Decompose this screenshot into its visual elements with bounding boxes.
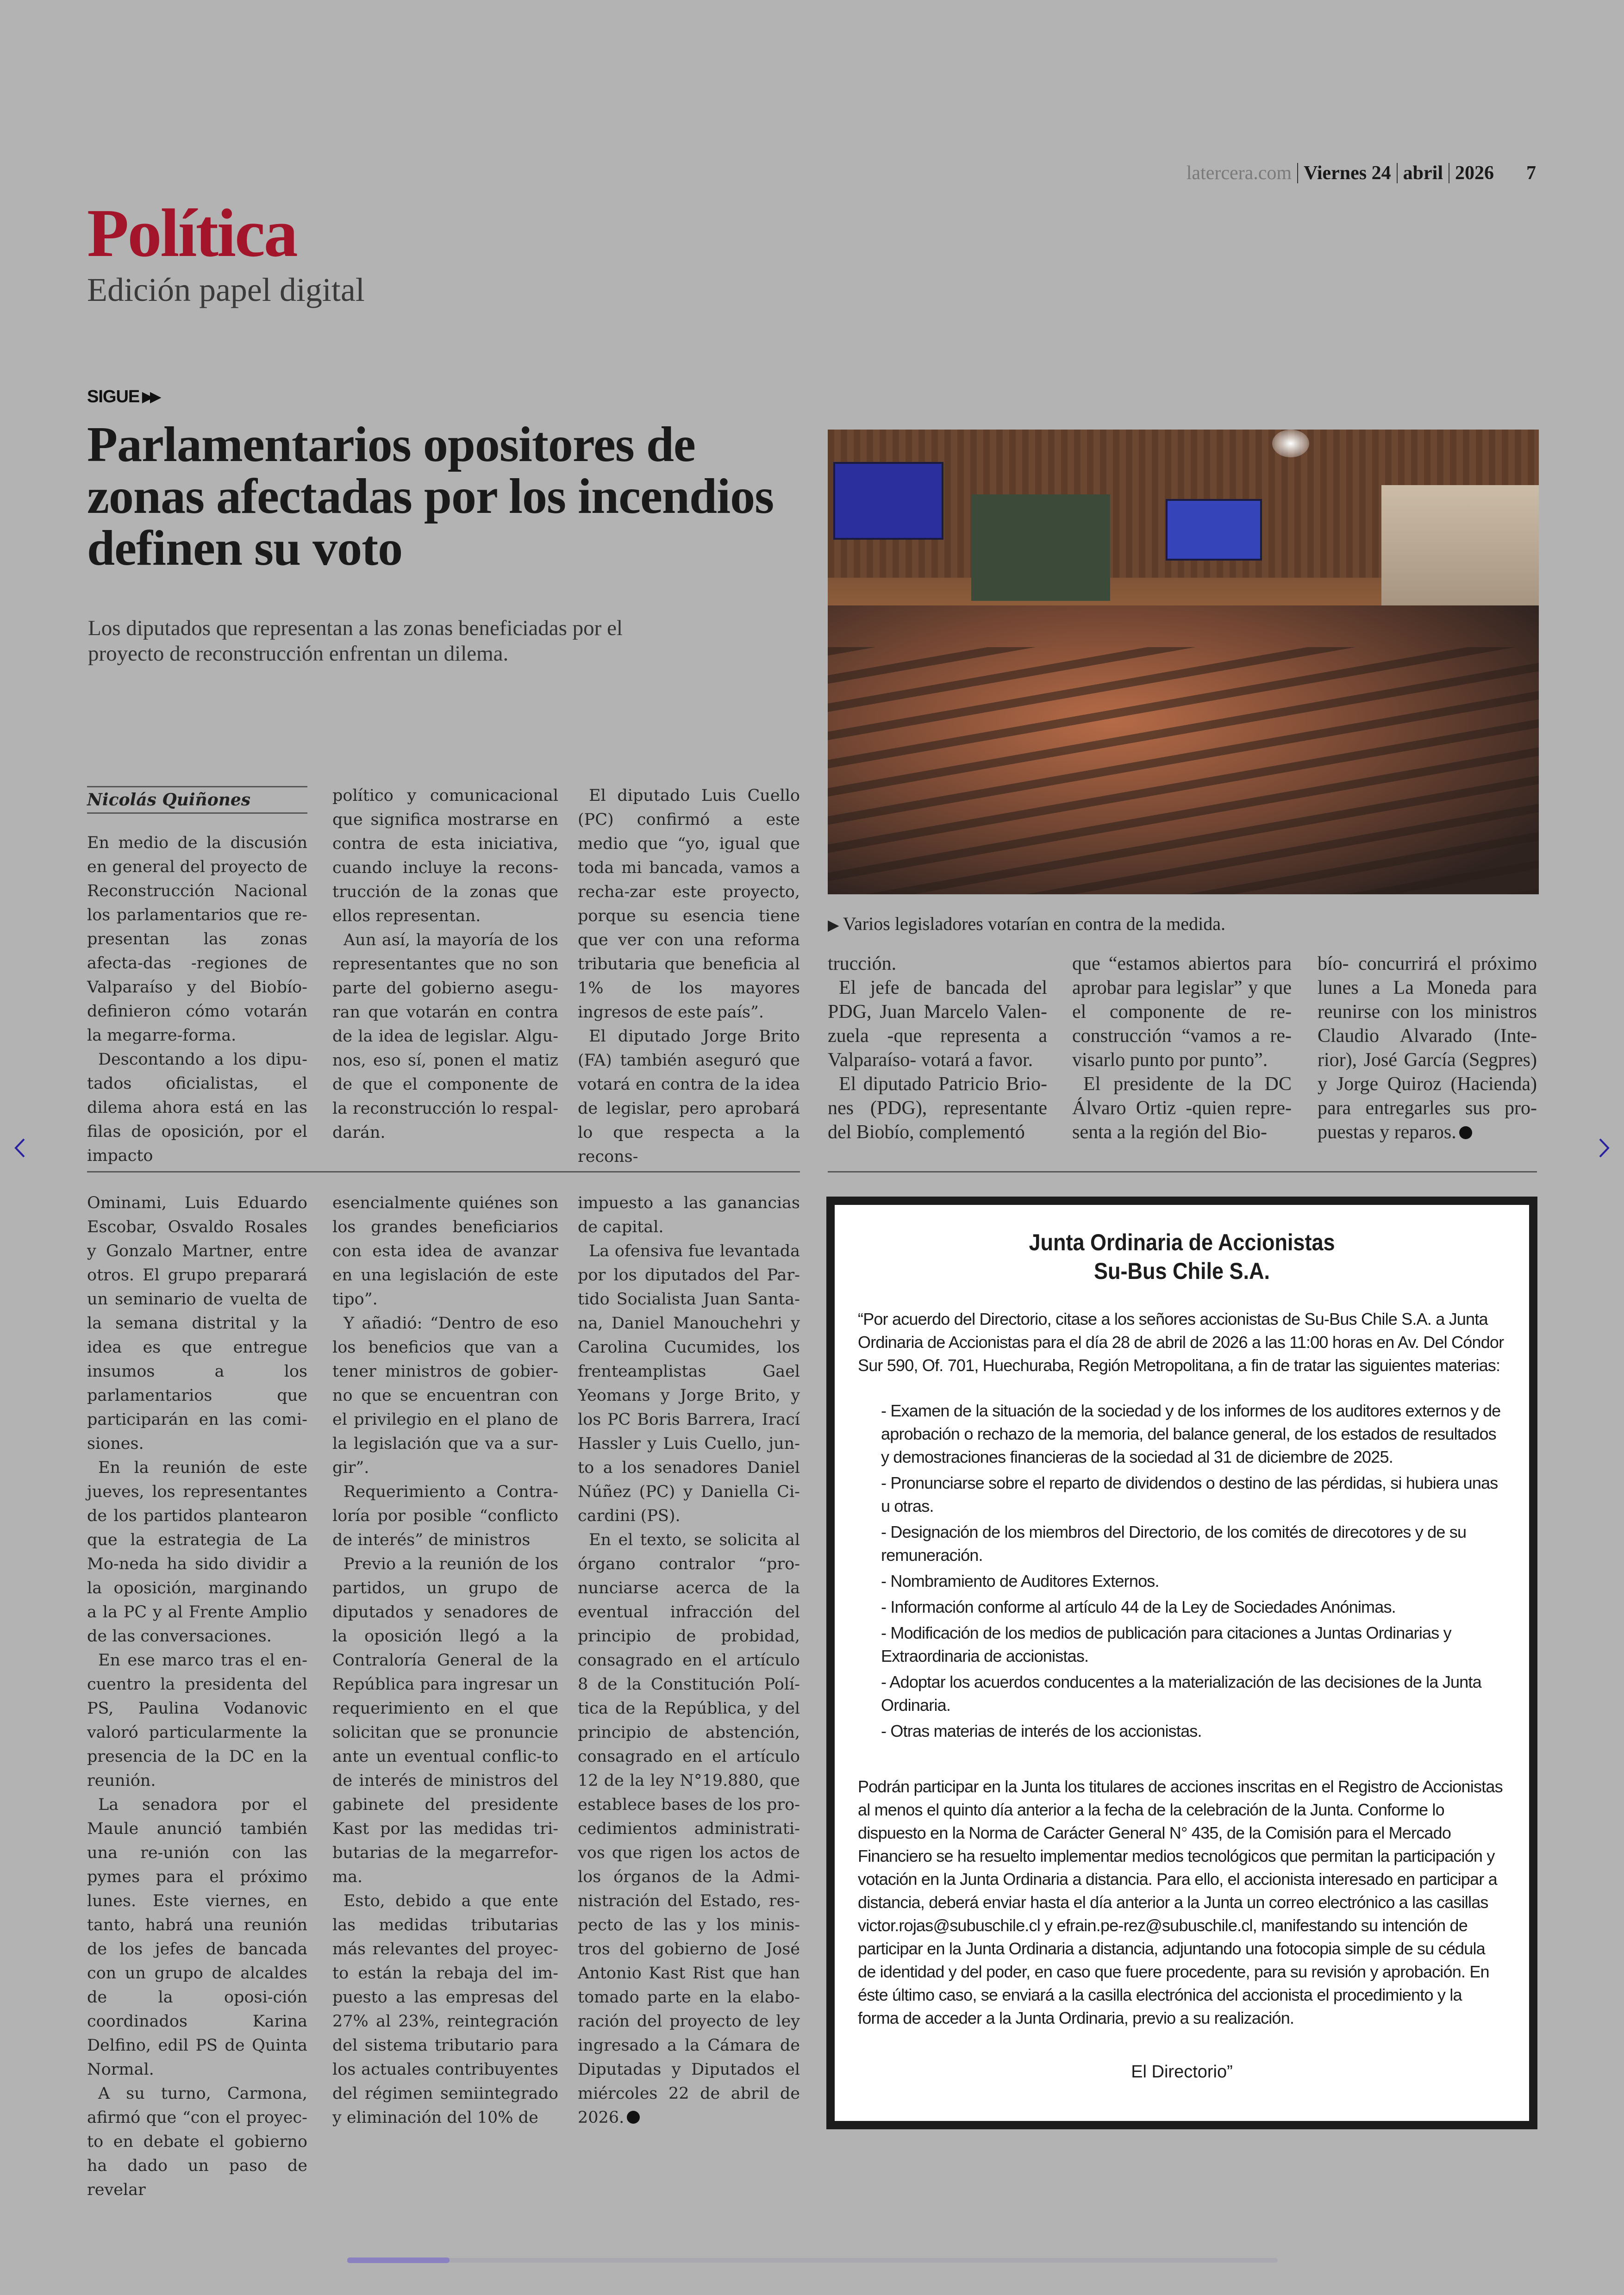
ad-agenda-list <box>881 1399 1506 1743</box>
chevron-left-icon <box>11 1136 30 1160</box>
paragraph: Previo a la reunión de los partidos, un grupo de diputados y senadores de la oposición llegó a la Contraloría General de la República para ingresar un requerimiento en el que solicitan que se pronuncie ante un eventual conflic-to de interés de ministros del gabinete del presidente Kast por las medidas tri-butarias de la megarrefor-ma. <box>332 1555 558 1886</box>
article-headline: Parlamentarios opositores de zonas afectadas por los incendios definen su voto <box>87 417 774 576</box>
ad-title-line: Junta Ordinaria de Accionistas <box>1029 1229 1335 1255</box>
masthead <box>1187 162 1536 184</box>
photo-caption <box>828 913 1225 935</box>
paragraph: esencialmente quiénes son los grandes beneficiarios con esta idea de avanzar en una legislación de este tipo”. <box>332 1194 558 1309</box>
article-column <box>578 784 800 1169</box>
paragraph: En ese marco tras el en-cuentro la presidenta del PS, Paulina Vodanovic valoró particularmente la presencia de la DC en la reunión. <box>87 1651 307 1790</box>
ad-agenda-item: - Examen de la situación de la sociedad y de los informes de los auditores externos y de aprobación o rechazo de la memoria, del balance general, de los estados de resultados y demostraciones financieras de la sociedad al 31 de diciembre de 2025. <box>881 1401 1501 1466</box>
ad-agenda-item: - Otras materias de interés de los accionistas. <box>881 1721 1202 1740</box>
paragraph: Ominami, Luis Eduardo Escobar, Osvaldo Rosales y Gonzalo Martner, entre otros. El grupo preparará un seminario de vuelta de la semana distrital y la idea es que entregue insumos a los parlamentarios que participarán en las comi-siones. <box>87 1194 307 1453</box>
section-title: Política <box>87 195 297 271</box>
article-column <box>332 784 558 1145</box>
ad-agenda-item: - Pronunciarse sobre el reparto de dividendos o destino de las pérdidas, si hubiera unas u otras. <box>881 1473 1498 1515</box>
paragraph: Aun así, la mayoría de los representantes que no son parte del gobierno asegu-ran que votarán en contra de la idea de legislar. Algu-nos, eso sí, ponen el matiz de que el componente de la reconstrucción lo respal-darán. <box>332 931 558 1142</box>
byline: Nicolás Quiñones <box>87 790 251 810</box>
paragraph: Y añadió: “Dentro de eso los beneficios que van a tener ministros de gobier-no que se encuentran con el privilegio en el plano de la legislación que va a sur-gir”. <box>332 1314 558 1477</box>
article-photo <box>828 430 1539 894</box>
ad-agenda-item: - Modificación de los medios de publicación para citaciones a Juntas Ordinarias y Extraordinaria de accionistas. <box>881 1623 1451 1665</box>
article-column <box>578 1191 800 2130</box>
photo-board <box>971 494 1110 601</box>
triangle-right-icon: ▶ <box>828 917 839 933</box>
divider <box>828 1171 1537 1172</box>
ad-paragraph: Podrán participar en la Junta los titulares de acciones inscritas en el Registro de Accionistas al menos el quinto día anterior a la fecha de la celebración de la Junta. Conforme lo dispuesto en la Norma de Carácter General N° 435, de la Comisión para el Mercado Financiero se ha resuelto implementar medios tecnológicos que permitan la participación y votación en la Junta Ordinaria a distancia. Para ello, el accionista interesado en participar a distancia, deberá enviar hasta el día anterior a la Junta un correo electrónico a las casillas victor.rojas@subuschile.cl y efrain.pe-rez@subuschile.cl, manifestando su intención de participar en la Junta Ordinaria a distancia, adjuntando una fotocopia simple de su cédula de identidad y del poder, en caso que fuere procedente, para su revisión y aprobación. En éste último caso, se enviará a la casilla electrónica del accionista el procedimiento y la forma de acceder a la Junta Ordinaria, previo a su realización. <box>858 1777 1503 2027</box>
end-of-article-icon <box>1459 1126 1472 1139</box>
article-column <box>1318 952 1537 1144</box>
section-subtitle: Edición papel digital <box>87 271 365 308</box>
separator <box>1397 163 1398 183</box>
shareholders-notice-ad <box>826 1197 1537 2129</box>
photo-light <box>1272 430 1309 457</box>
ad-signature: El Directorio” <box>1131 2062 1233 2082</box>
article-dek: Los diputados que representan a las zonas beneficiadas por el proyecto de reconstrucción enfrentan un dilema. <box>88 616 623 666</box>
paragraph: La ofensiva fue levantada por los diputados del Par-tido Socialista Juan Santa-na, Daniel Manouchehri y Carolina Cucumides, los frenteamplistas Gael Yeomans y Jorge Brito, y los PC Boris Barrera, Irací Hassler y Luis Cuello, jun-to a los senadores Daniel Núñez (PC) y Daniella Ci-cardini (PS). <box>578 1242 800 1525</box>
photo-screen <box>833 462 943 540</box>
photo-screen <box>1166 499 1262 561</box>
paragraph-with-endmark <box>1318 952 1537 1144</box>
paragraph: político y comunicacional que significa mostrarse en contra de esta iniciativa, cuando incluye la recons-trucción de la zonas que ellos representan. <box>332 786 558 925</box>
article-column <box>1072 952 1292 1144</box>
paragraph: bío- concurrirá el próximo lunes a La Moneda para reunirse con los ministros Claudio Alvarado (Inte-rior), José García (Segpres) y Jorge Quiroz (Hacienda) para entregarles sus pro-puestas y reparos. <box>1318 953 1537 1143</box>
double-triangle-right-icon: ▶▶ <box>142 389 158 405</box>
kicker-label: SIGUE <box>87 387 140 406</box>
photo-desks <box>828 647 1539 894</box>
page-progress-scrollbar[interactable] <box>347 2258 1278 2263</box>
ad-agenda-item: - Información conforme al artículo 44 de la Ley de Sociedades Anónimas. <box>881 1597 1396 1616</box>
article-column <box>828 952 1047 1144</box>
paragraph: En medio de la discusión en general del proyecto de Reconstrucción Nacional los parlamentarios que re-presentan las zonas afecta-das -regiones de Valparaíso y del Biobío- definieron cómo votarán la megarre-forma. <box>87 834 307 1045</box>
byline-box <box>87 786 307 814</box>
issue-year: 2026 <box>1455 162 1494 184</box>
paragraph: La senadora por el Maule anunció también una re-unión con las pymes para el próximo lunes. Este viernes, en tanto, habrá una reunión de los jefes de bancada con un grupo de alcaldes de la oposi-ción coordinados Karina Delfino, edil PS de Quinta Normal. <box>87 1796 307 2079</box>
paragraph: El diputado Patricio Brio-nes (PDG), representante del Biobío, complementó <box>828 1073 1047 1143</box>
ad-title-line: Su-Bus Chile S.A. <box>1093 1258 1270 1284</box>
paragraph-with-endmark <box>578 1528 800 2130</box>
subheading: Requerimiento a Contra-loría por posible “conflicto de interés” de ministros <box>332 1483 558 1549</box>
ad-intro: “Por acuerdo del Directorio, citase a los señores accionistas de Su-Bus Chile S.A. a Junta Ordinaria de Accionistas para el día 28 de abril de 2026 a las 11:00 horas en Av. Del Cóndor Sur 590, Of. 701, Huechuraba, Región Metropolitana, a fin de tratar las siguientes materias: <box>858 1310 1504 1375</box>
site-name: latercera.com <box>1186 162 1292 184</box>
paragraph: El presidente de la DC Álvaro Ortiz -quien repre-senta a la región del Bio- <box>1072 1073 1292 1143</box>
divider <box>87 1171 800 1172</box>
ad-agenda-item: - Designación de los miembros del Directorio, de los comités de direcotores y de su remuneración. <box>881 1522 1467 1565</box>
ad-title <box>890 1228 1474 1285</box>
paragraph: El jefe de bancada del PDG, Juan Marcelo Valen-zuela -que representa a Valparaíso- votará a favor. <box>828 977 1047 1071</box>
article-column <box>87 1191 307 2202</box>
paragraph: impuesto a las ganancias de capital. <box>578 1194 800 1236</box>
caption-text: Varios legisladores votarían en contra de la medida. <box>843 913 1225 934</box>
page-number: 7 <box>1526 162 1536 184</box>
previous-page-button[interactable] <box>6 1134 34 1162</box>
paragraph: El diputado Luis Cuello (PC) confirmó a este medio que “yo, igual que toda mi bancada, vamos a recha-zar este proyecto, porque su esencia tiene que ver con una reforma tributaria que beneficia al 1% de los mayores ingresos de este país”. <box>578 786 800 1022</box>
article-column <box>332 1191 558 2130</box>
issue-month: abril <box>1403 162 1443 184</box>
kicker <box>87 387 158 407</box>
ad-content <box>835 1205 1529 2121</box>
paragraph: Esto, debido a que ente las medidas tributarias más relevantes del proyec-to están la rebaja del im-puesto a las empresas del 27% al 23%, reintegración del sistema tributario para los actuales contribuyentes del régimen semiintegrado y eliminación del 10% de <box>332 1892 558 2127</box>
chevron-right-icon <box>1594 1136 1613 1160</box>
separator <box>1297 163 1298 183</box>
paragraph: trucción. <box>828 953 897 974</box>
article-column <box>87 831 307 1168</box>
paragraph: En el texto, se solicita al órgano contralor “pro-nunciarse acerca de la eventual infracción del principio de probidad, consagrado en el artículo 8 de la Constitución Polí-tica de la República, y del principio de abstención, consagrado en el artículo 12 de la ley N°19.880, que establece bases de los pro-cedimientos administrati-vos que rigen los actos de los órganos de la Admi-nistración del Estado, res-pecto de las y los minis-tros del gobierno de José Antonio Kast Rist que han tomado parte en la elabo-ración del proyecto de ley ingresado a la Cámara de Diputadas y Diputados el miércoles 22 de abril de 2026. <box>578 1531 800 2127</box>
paragraph: Descontando a los dipu-tados oficialistas, el dilema ahora está en las filas de oposición, por el impacto <box>87 1050 307 1165</box>
paragraph: que “estamos abiertos para aprobar para legislar” y que el componente de re-construcción “vamos a re-visarlo punto por punto”. <box>1072 953 1292 1071</box>
ad-agenda-item: - Nombramiento de Auditores Externos. <box>881 1572 1159 1590</box>
next-page-button[interactable] <box>1590 1134 1618 1162</box>
paragraph: El diputado Jorge Brito (FA) también aseguró que votará en contra de la idea de legislar, pero aprobará lo que respecta a la recons- <box>578 1027 800 1166</box>
page-progress-thumb[interactable] <box>347 2258 450 2263</box>
paragraph: A su turno, Carmona, afirmó que “con el proyec-to en debate el gobierno ha dado un paso de revelar <box>87 2084 307 2199</box>
end-of-article-icon <box>627 2111 640 2124</box>
paragraph: En la reunión de este jueves, los representantes de los partidos plantearon que la estrategia de La Mo-neda ha sido dividir a la oposición, marginando a la PC y al Frente Amplio de las conversaciones. <box>87 1459 307 1646</box>
ad-agenda-item: - Adoptar los acuerdos conducentes a la materialización de las decisiones de la Junta Ordinaria. <box>881 1672 1481 1715</box>
issue-day: Viernes 24 <box>1304 162 1391 184</box>
